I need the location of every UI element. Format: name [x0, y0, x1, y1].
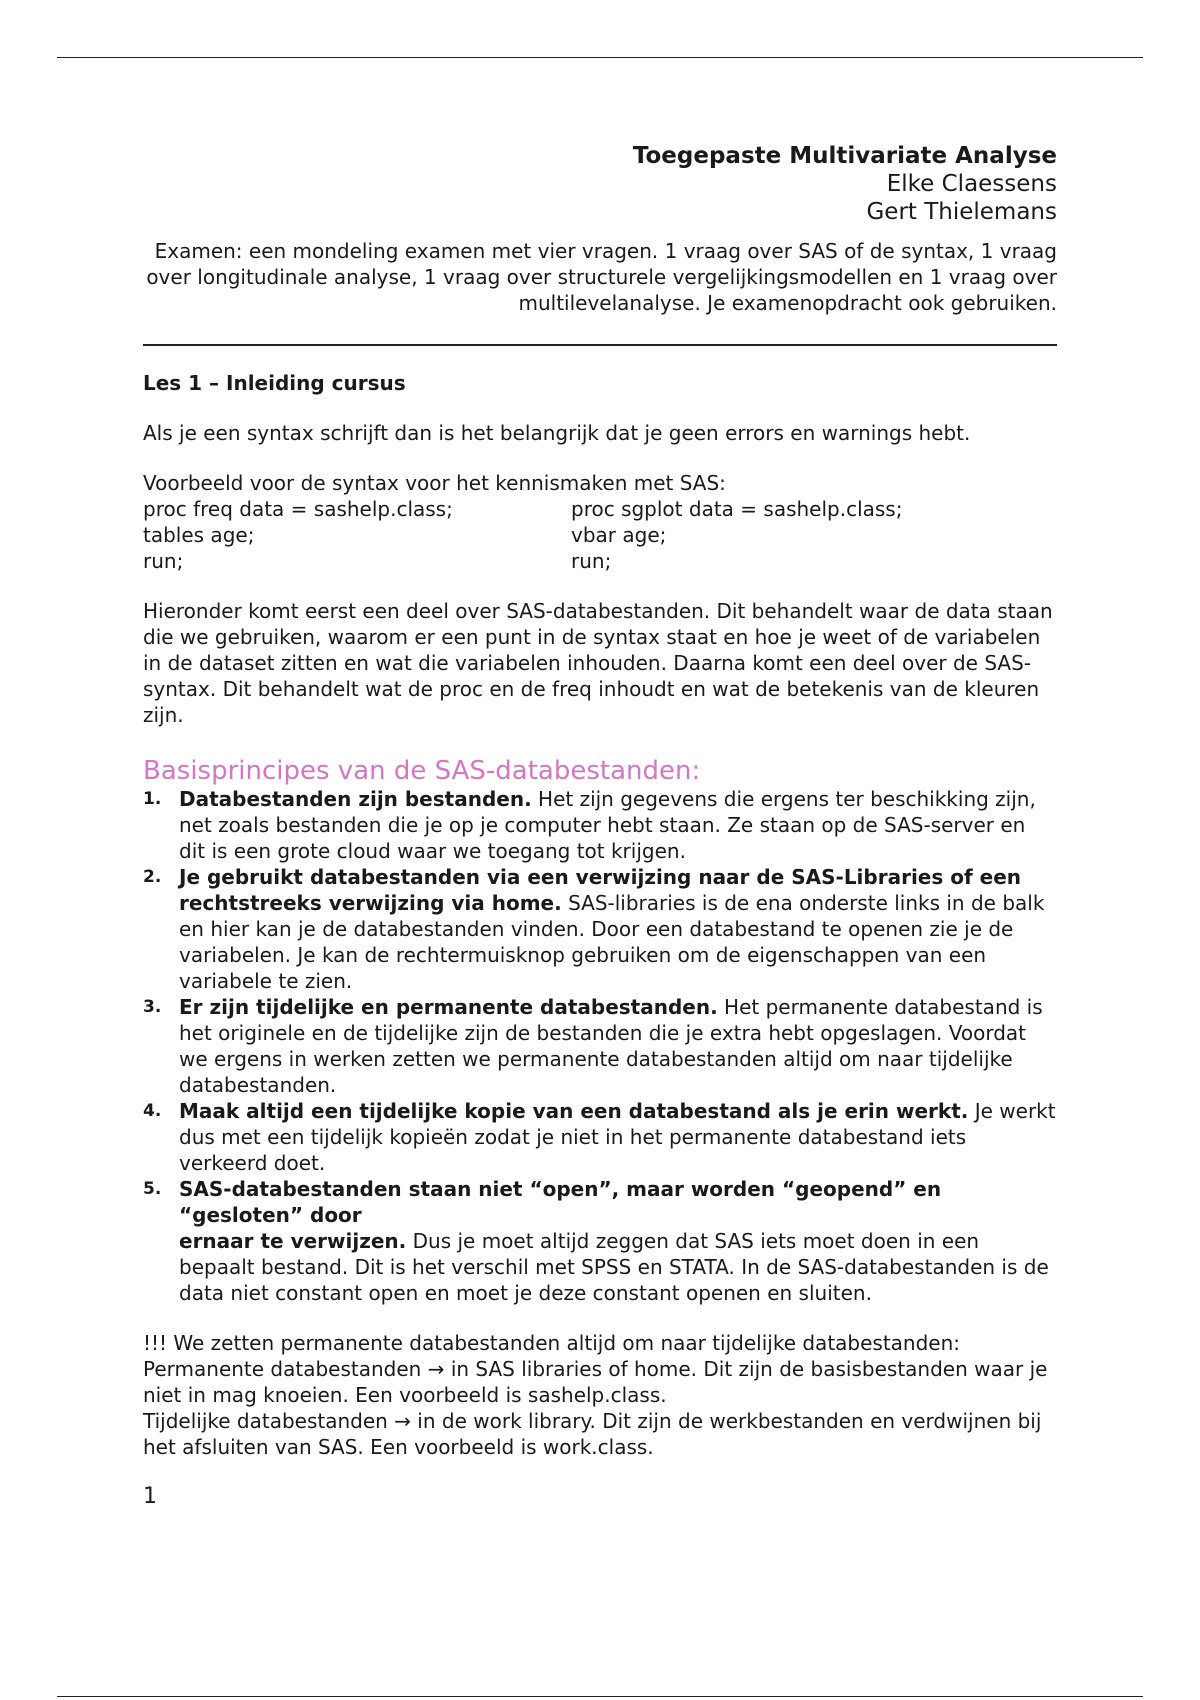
list-number: 2. — [143, 867, 162, 887]
list-item — [143, 786, 1057, 864]
intro-paragraph-1: Als je een syntax schrijft dan is het belangrijk dat je geen errors en warnings hebt. — [143, 421, 971, 445]
code-line: tables age; — [143, 523, 255, 547]
code-line: vbar age; — [571, 523, 667, 547]
principle-text: Het zijn gegevens die ergens ter beschikking zijn, net zoals bestanden die je op je computer hebt staan. Ze staan op de SAS-server en dit is een grote cloud waar we toegang tot krijgen. — [179, 787, 1036, 863]
lesson-title: Les 1 – Inleiding cursus — [143, 371, 406, 395]
principle-heading-continued: ernaar te verwijzen. — [179, 1229, 407, 1253]
page-number: 1 — [143, 1484, 157, 1509]
author-2: Gert Thielemans — [866, 199, 1057, 225]
bottom-rule — [57, 1696, 1143, 1697]
principle-text: SAS-libraries is de ena onderste links in de balk en hier kan je de databestanden vinden. Door een databestand te openen zie je de variabelen. Je kan de rechtermuisknop gebruiken om de eigenschappen van een variabele te zien. — [179, 891, 1045, 993]
principle-text: Je werkt dus met een tijdelijk kopieën zodat je niet in het permanente databestand iets verkeerd doet. — [179, 1099, 1056, 1175]
code-line: run; — [571, 549, 612, 573]
principle-text: Dus je moet altijd zeggen dat SAS iets moet doen in een bepaalt bestand. Dit is het verschil met SPSS en STATA. In de SAS-databestanden is de data niet constant open en moet je deze constant openen en sluiten. — [179, 1229, 1049, 1305]
list-item — [143, 864, 1057, 994]
section-title: Basisprincipes van de SAS-databestanden: — [143, 756, 701, 786]
header-divider — [143, 344, 1057, 346]
list-number: 1. — [143, 789, 162, 809]
intro-paragraph-2: Hieronder komt eerst een deel over SAS-databestanden. Dit behandelt waar de data staan die we gebruiken, waarom er een punt in de syntax staat en hoe je weet of de variabelen in de dataset zitten en wat die variabelen inhouden. Daarna komt een deel over de SAS-syntax. Dit behandelt wat de proc en de freq inhoudt en wat de betekenis van de kleuren zijn. — [143, 599, 1053, 727]
code-line: run; — [143, 549, 184, 573]
closing-line: Tijdelijke databestanden → in de work library. Dit zijn de werkbestanden en verdwijnen bij het afsluiten van SAS. Een voorbeeld is work.class. — [143, 1409, 1042, 1459]
principle-heading: SAS-databestanden staan niet “open”, maar worden “geopend” en “gesloten” door — [179, 1177, 942, 1227]
list-number: 4. — [143, 1101, 162, 1121]
list-item — [143, 994, 1057, 1098]
example-label: Voorbeeld voor de syntax voor het kennismaken met SAS: — [143, 471, 726, 495]
exam-note: Examen: een mondeling examen met vier vragen. 1 vraag over SAS of de syntax, 1 vraag over longitudinale analyse, 1 vraag over structurele vergelijkingsmodellen en 1 vraag over multilevelanalyse. Je examenopdracht ook gebruiken. — [146, 239, 1057, 315]
code-line: proc freq data = sashelp.class; — [143, 497, 453, 521]
code-column-sgplot — [571, 496, 999, 574]
list-item — [143, 1176, 1057, 1306]
document-title: Toegepaste Multivariate Analyse — [632, 143, 1057, 169]
code-example — [143, 496, 1057, 574]
principle-heading: Er zijn tijdelijke en permanente databestanden. — [179, 995, 718, 1019]
principle-heading: Maak altijd een tijdelijke kopie van een databestand als je erin werkt. — [179, 1099, 969, 1123]
author-1: Elke Claessens — [886, 171, 1057, 197]
closing-block — [143, 1330, 1057, 1460]
principle-heading: Je gebruikt databestanden via een verwijzing naar de SAS-Libraries of een rechtstreeks verwijzing via home. — [179, 865, 1022, 915]
code-line: proc sgplot data = sashelp.class; — [571, 497, 903, 521]
closing-line: !!! We zetten permanente databestanden altijd om naar tijdelijke databestanden: — [143, 1331, 961, 1355]
document-page — [143, 142, 1057, 1510]
top-rule — [57, 57, 1143, 58]
code-column-freq — [143, 496, 571, 574]
closing-line: Permanente databestanden → in SAS libraries of home. Dit zijn de basisbestanden waar je niet in mag knoeien. Een voorbeeld is sashelp.class. — [143, 1357, 1048, 1407]
principles-list — [143, 786, 1057, 1306]
list-number: 3. — [143, 997, 162, 1017]
list-item — [143, 1098, 1057, 1176]
principle-text: Het permanente databestand is het originele en de tijdelijke zijn de bestanden die je extra hebt opgeslagen. Voordat we ergens in werken zetten we permanente databestanden altijd om naar tijdelijke databestanden. — [179, 995, 1043, 1097]
document-header — [143, 142, 1057, 226]
list-number: 5. — [143, 1179, 162, 1199]
principle-heading: Databestanden zijn bestanden. — [179, 787, 532, 811]
